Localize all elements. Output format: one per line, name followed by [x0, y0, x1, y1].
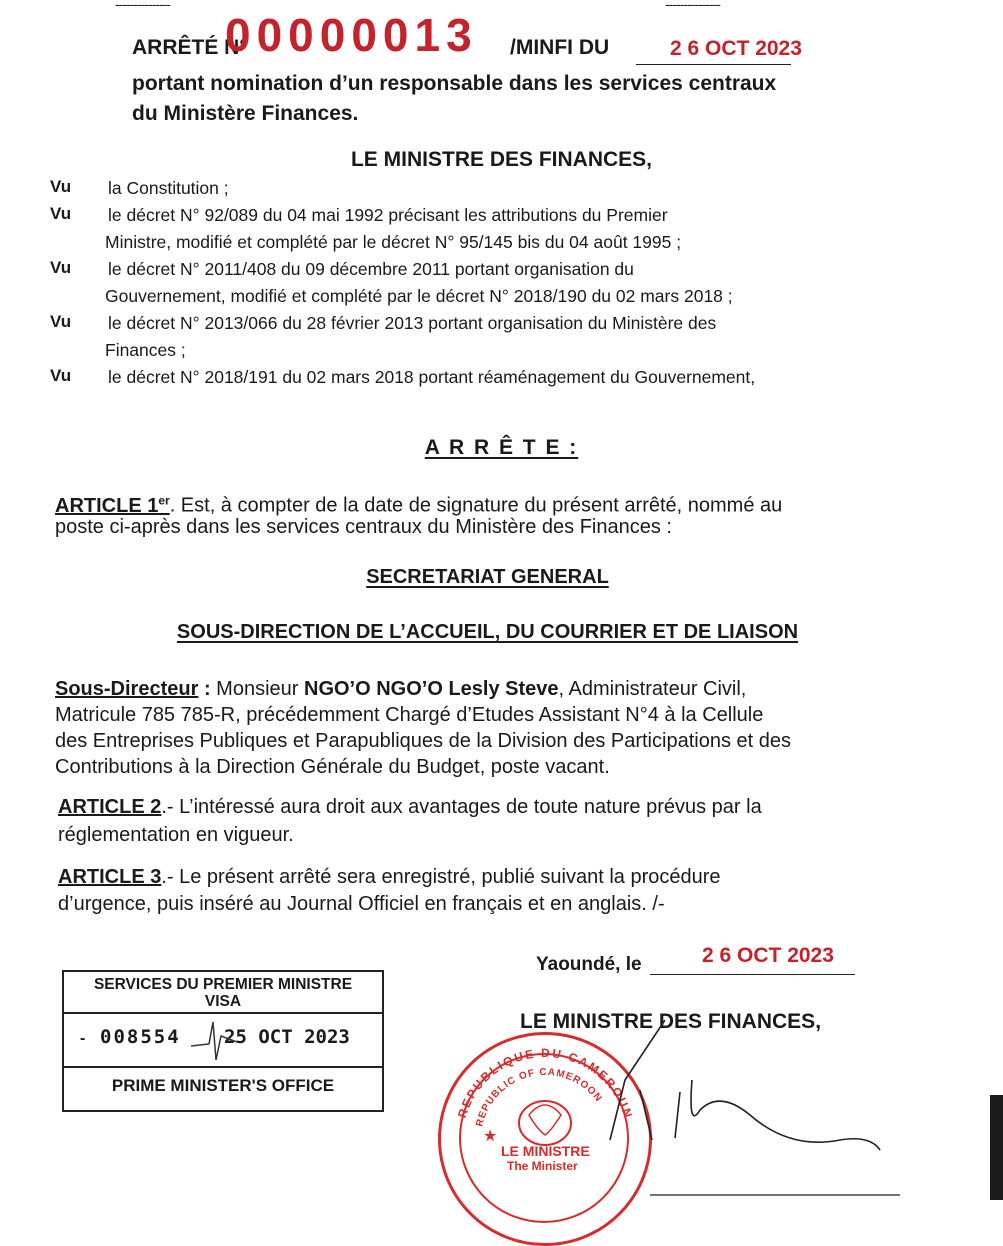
article-2-label: ARTICLE 2	[58, 796, 162, 818]
article-1-line-2: poste ci-après dans les services centraux du Ministère des Finances :	[55, 516, 672, 538]
article-3-label: ARTICLE 3	[58, 866, 162, 888]
consideration-text: la Constitution ;	[108, 178, 229, 198]
article-2-line-1: .- L’intéressé aura droit aux avantages de toute nature prévus par la	[161, 796, 762, 818]
considerations-list	[50, 175, 950, 391]
scan-edge	[990, 1095, 1003, 1200]
consideration-text-cont: Finances ;	[105, 340, 186, 360]
header-right-dashes: ---------------	[665, 0, 720, 12]
visa-initial-scribble	[189, 1016, 239, 1064]
vu-label: Vu	[50, 258, 72, 277]
vu-label: Vu	[50, 177, 72, 196]
appointment-line-1	[55, 676, 965, 702]
article-3-line-2: d’urgence, puis inséré au Journal Officiel en français et en anglais. /-	[58, 893, 665, 915]
appointee-name: NGO’O NGO’O Lesly Steve	[304, 678, 559, 700]
seal-star-left: ★	[483, 1128, 498, 1145]
subject-line-2: du Ministère Finances.	[132, 102, 359, 125]
arrete-suffix: /MINFI DU	[510, 36, 610, 59]
vu-label: Vu	[50, 204, 72, 223]
header-date-stamp: 2 6 OCT 2023	[670, 37, 802, 60]
consideration-item	[50, 256, 950, 310]
consideration-text: le décret N° 2011/408 du 09 décembre 2011 portant organisation du	[108, 259, 634, 279]
minister-heading: LE MINISTRE DES FINANCES,	[350, 148, 653, 171]
visa-stamp	[62, 970, 384, 1112]
arrete-prefix: ARRÊTÉ N°	[132, 36, 248, 59]
appointment-line-4: Contributions à la Direction Générale du Budget, poste vacant.	[55, 756, 610, 778]
visa-number: 008554	[100, 1026, 181, 1048]
consideration-item	[50, 202, 950, 256]
role-colon: :	[203, 678, 211, 700]
visa-date: 25 OCT 2023	[224, 1026, 350, 1048]
article-3-line-1: .- Le présent arrêté sera enregistré, publié suivant la procédure	[161, 866, 721, 888]
header-left-dashes: ---------------	[115, 0, 170, 12]
seal-outer-text: REPUBLIQUE DU CAMEROUN	[454, 1045, 636, 1121]
consideration-text: le décret N° 2018/191 du 02 mars 2018 portant réaménagement du Gouvernement,	[108, 367, 756, 387]
consideration-item	[50, 310, 950, 364]
consideration-text-cont: Ministre, modifié et complété par le décret N° 95/145 bis du 04 août 1995 ;	[105, 232, 682, 252]
date-underline	[636, 64, 791, 65]
visa-number-row	[64, 1014, 382, 1068]
minister-signature	[580, 1020, 910, 1200]
seal-emblem	[519, 1101, 571, 1145]
consideration-text-cont: Gouvernement, modifié et complété par le décret N° 2018/190 du 02 mars 2018 ;	[105, 286, 733, 306]
visa-dash: -	[80, 1030, 86, 1047]
role-label: Sous-Directeur	[55, 678, 199, 700]
vu-label: Vu	[50, 366, 72, 385]
vu-label: Vu	[50, 312, 72, 331]
signature-place: Yaoundé, le	[536, 954, 642, 975]
section-heading: SECRETARIAT GENERAL	[366, 566, 609, 588]
consideration-item	[50, 175, 950, 202]
seal-center-line-1: LE MINISTRE	[501, 1143, 590, 1159]
article-2-line-2: réglementation en vigueur.	[58, 824, 294, 846]
consideration-text: le décret N° 2013/066 du 28 février 2013 portant organisation du Ministère des	[108, 313, 717, 333]
subject-line-1: portant nomination d’un responsable dans les services centraux	[132, 72, 777, 95]
article-3	[58, 864, 968, 890]
consideration-item	[50, 364, 950, 391]
appointment-line-3: des Entreprises Publiques et Parapubliques de la Division des Participations et des	[55, 730, 791, 752]
visa-line-2: VISA	[64, 993, 382, 1014]
seal-center-line-2: The Minister	[507, 1159, 578, 1173]
article-1-sup: er	[158, 493, 170, 507]
seal-inner-text: REPUBLIC OF CAMEROON	[474, 1066, 605, 1128]
arrete-heading: A R R Ê T E :	[424, 436, 579, 459]
signature-date-stamp: 2 6 OCT 2023	[702, 944, 834, 967]
visa-line-4: PRIME MINISTER'S OFFICE	[111, 1076, 335, 1095]
signature-date-underline	[650, 974, 855, 975]
article-2	[58, 794, 968, 820]
visa-line-1: SERVICES DU PREMIER MINISTRE	[93, 976, 353, 993]
signatory-title: LE MINISTRE DES FINANCES,	[520, 1010, 822, 1033]
article-1-line-1: . Est, à compter de la date de signature du présent arrêté, nommé au	[169, 494, 783, 517]
arrete-number-stamp: 00000013	[225, 9, 478, 61]
appointee-prefix: Monsieur	[216, 678, 299, 700]
article-1-label-text: ARTICLE 1	[55, 494, 159, 517]
appointee-title: , Administrateur Civil,	[558, 678, 747, 700]
appointment-line-2: Matricule 785 785-R, précédemment Chargé d’Etudes Assistant N°4 à la Cellule	[55, 704, 764, 726]
subsection-heading: SOUS-DIRECTION DE L’ACCUEIL, DU COURRIER ET DE LIAISON	[176, 621, 799, 643]
consideration-text: le décret N° 92/089 du 04 mai 1992 précisant les attributions du Premier	[108, 205, 668, 225]
